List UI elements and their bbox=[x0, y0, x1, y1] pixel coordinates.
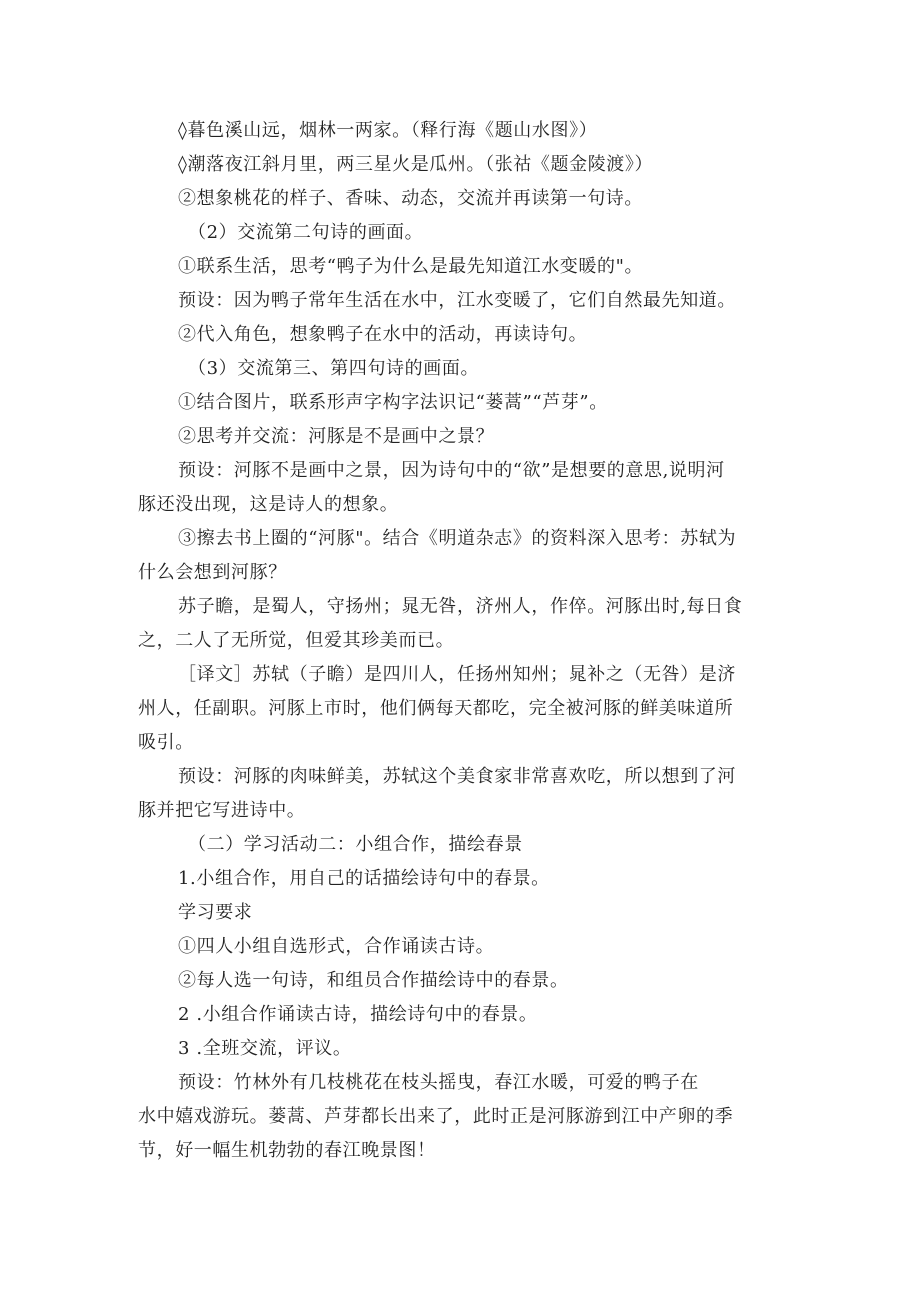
text-line-requirements: 学习要求 bbox=[178, 902, 253, 923]
text-line-classical-1: 苏子瞻，是蜀人，守扬州；晁无咎，济州人，作倅。河豚出时,每日食 bbox=[178, 596, 743, 617]
text-line-group-work: 1.小组合作，用自己的话描绘诗句中的春景。 bbox=[178, 868, 550, 889]
text-line-discuss-puffer: ②思考并交流：河豚是不是画中之景？ bbox=[178, 426, 495, 447]
text-line-preset-puffer-1: 预设：河豚不是画中之景，因为诗句中的“欲”是想要的意思,说明河 bbox=[178, 460, 725, 481]
section-heading-second-line: （2）交流第二句诗的画面。 bbox=[188, 222, 424, 243]
text-line-preset-taste-1: 预设：河豚的肉味鲜美，苏轼这个美食家非常喜欢吃，所以想到了河 bbox=[178, 766, 736, 787]
text-line-poem-quote-2: ◊潮落夜江斜月里，两三星火是瓜州。（张祜《题金陵渡》） bbox=[178, 154, 654, 175]
text-line-translation-3: 吸引。 bbox=[138, 732, 194, 753]
text-line-step-group-recite: 2 .小组合作诵读古诗，描绘诗句中的春景。 bbox=[178, 1004, 538, 1025]
section-heading-third-fourth-line: （3）交流第三、第四句诗的画面。 bbox=[188, 358, 480, 379]
section-heading-activity-2: （二）学习活动二：小组合作，描绘春景 bbox=[188, 834, 523, 855]
text-line-picture: ①结合图片，联系形声字构字法识记“蒌蒿”“芦芽”。 bbox=[178, 392, 608, 413]
text-line-role-play: ②代入角色，想象鸭子在水中的活动，再读诗句。 bbox=[178, 324, 588, 345]
text-line-requirement-2: ②每人选一句诗，和组员合作描绘诗中的春景。 bbox=[178, 970, 569, 991]
text-line-poem-quote-1: ◊暮色溪山远，烟林一两家。（释行海《题山水图》） bbox=[178, 120, 598, 141]
text-line-think-duck: ①联系生活，思考“鸭子为什么是最先知道江水变暖的"。 bbox=[178, 256, 644, 277]
text-line-preset-scene-2: 水中嬉戏游玩。蒌蒿、芦芽都长出来了，此时正是河豚游到江中产卵的季 bbox=[138, 1106, 734, 1127]
text-line-preset-duck: 预设：因为鸭子常年生活在水中，江水变暖了，它们自然最先知道。 bbox=[178, 290, 736, 311]
text-line-translation-1: ［译文］苏轼（子瞻）是四川人，任扬州知州；晁补之（无咎）是济 bbox=[178, 664, 736, 685]
text-line-preset-taste-2: 豚并把它写进诗中。 bbox=[138, 800, 306, 821]
text-line-step-2: ②想象桃花的样子、香味、动态，交流并再读第一句诗。 bbox=[178, 188, 643, 209]
text-line-erase-1: ③擦去书上圈的“河豚"。结合《明道杂志》的资料深入思考：苏轼为 bbox=[178, 528, 737, 549]
text-line-requirement-1: ①四人小组自选形式，合作诵读古诗。 bbox=[178, 936, 495, 957]
text-line-preset-scene-1: 预设：竹林外有几枝桃花在枝头摇曳，春江水暖，可爱的鸭子在 bbox=[178, 1072, 699, 1093]
text-line-step-class-discuss: 3 .全班交流，评议。 bbox=[178, 1038, 352, 1059]
text-line-preset-scene-3: 节，好一幅生机勃勃的春江晚景图！ bbox=[138, 1140, 436, 1161]
text-line-erase-2: 什么会想到河豚？ bbox=[138, 562, 287, 583]
text-line-preset-puffer-2: 豚还没出现，这是诗人的想象。 bbox=[138, 494, 399, 515]
text-line-classical-2: 之，二人了无所觉，但爱其珍美而已。 bbox=[138, 630, 455, 651]
text-line-translation-2: 州人，任副职。河豚上市时，他们俩每天都吃，完全被河豚的鲜美味道所 bbox=[138, 698, 734, 719]
